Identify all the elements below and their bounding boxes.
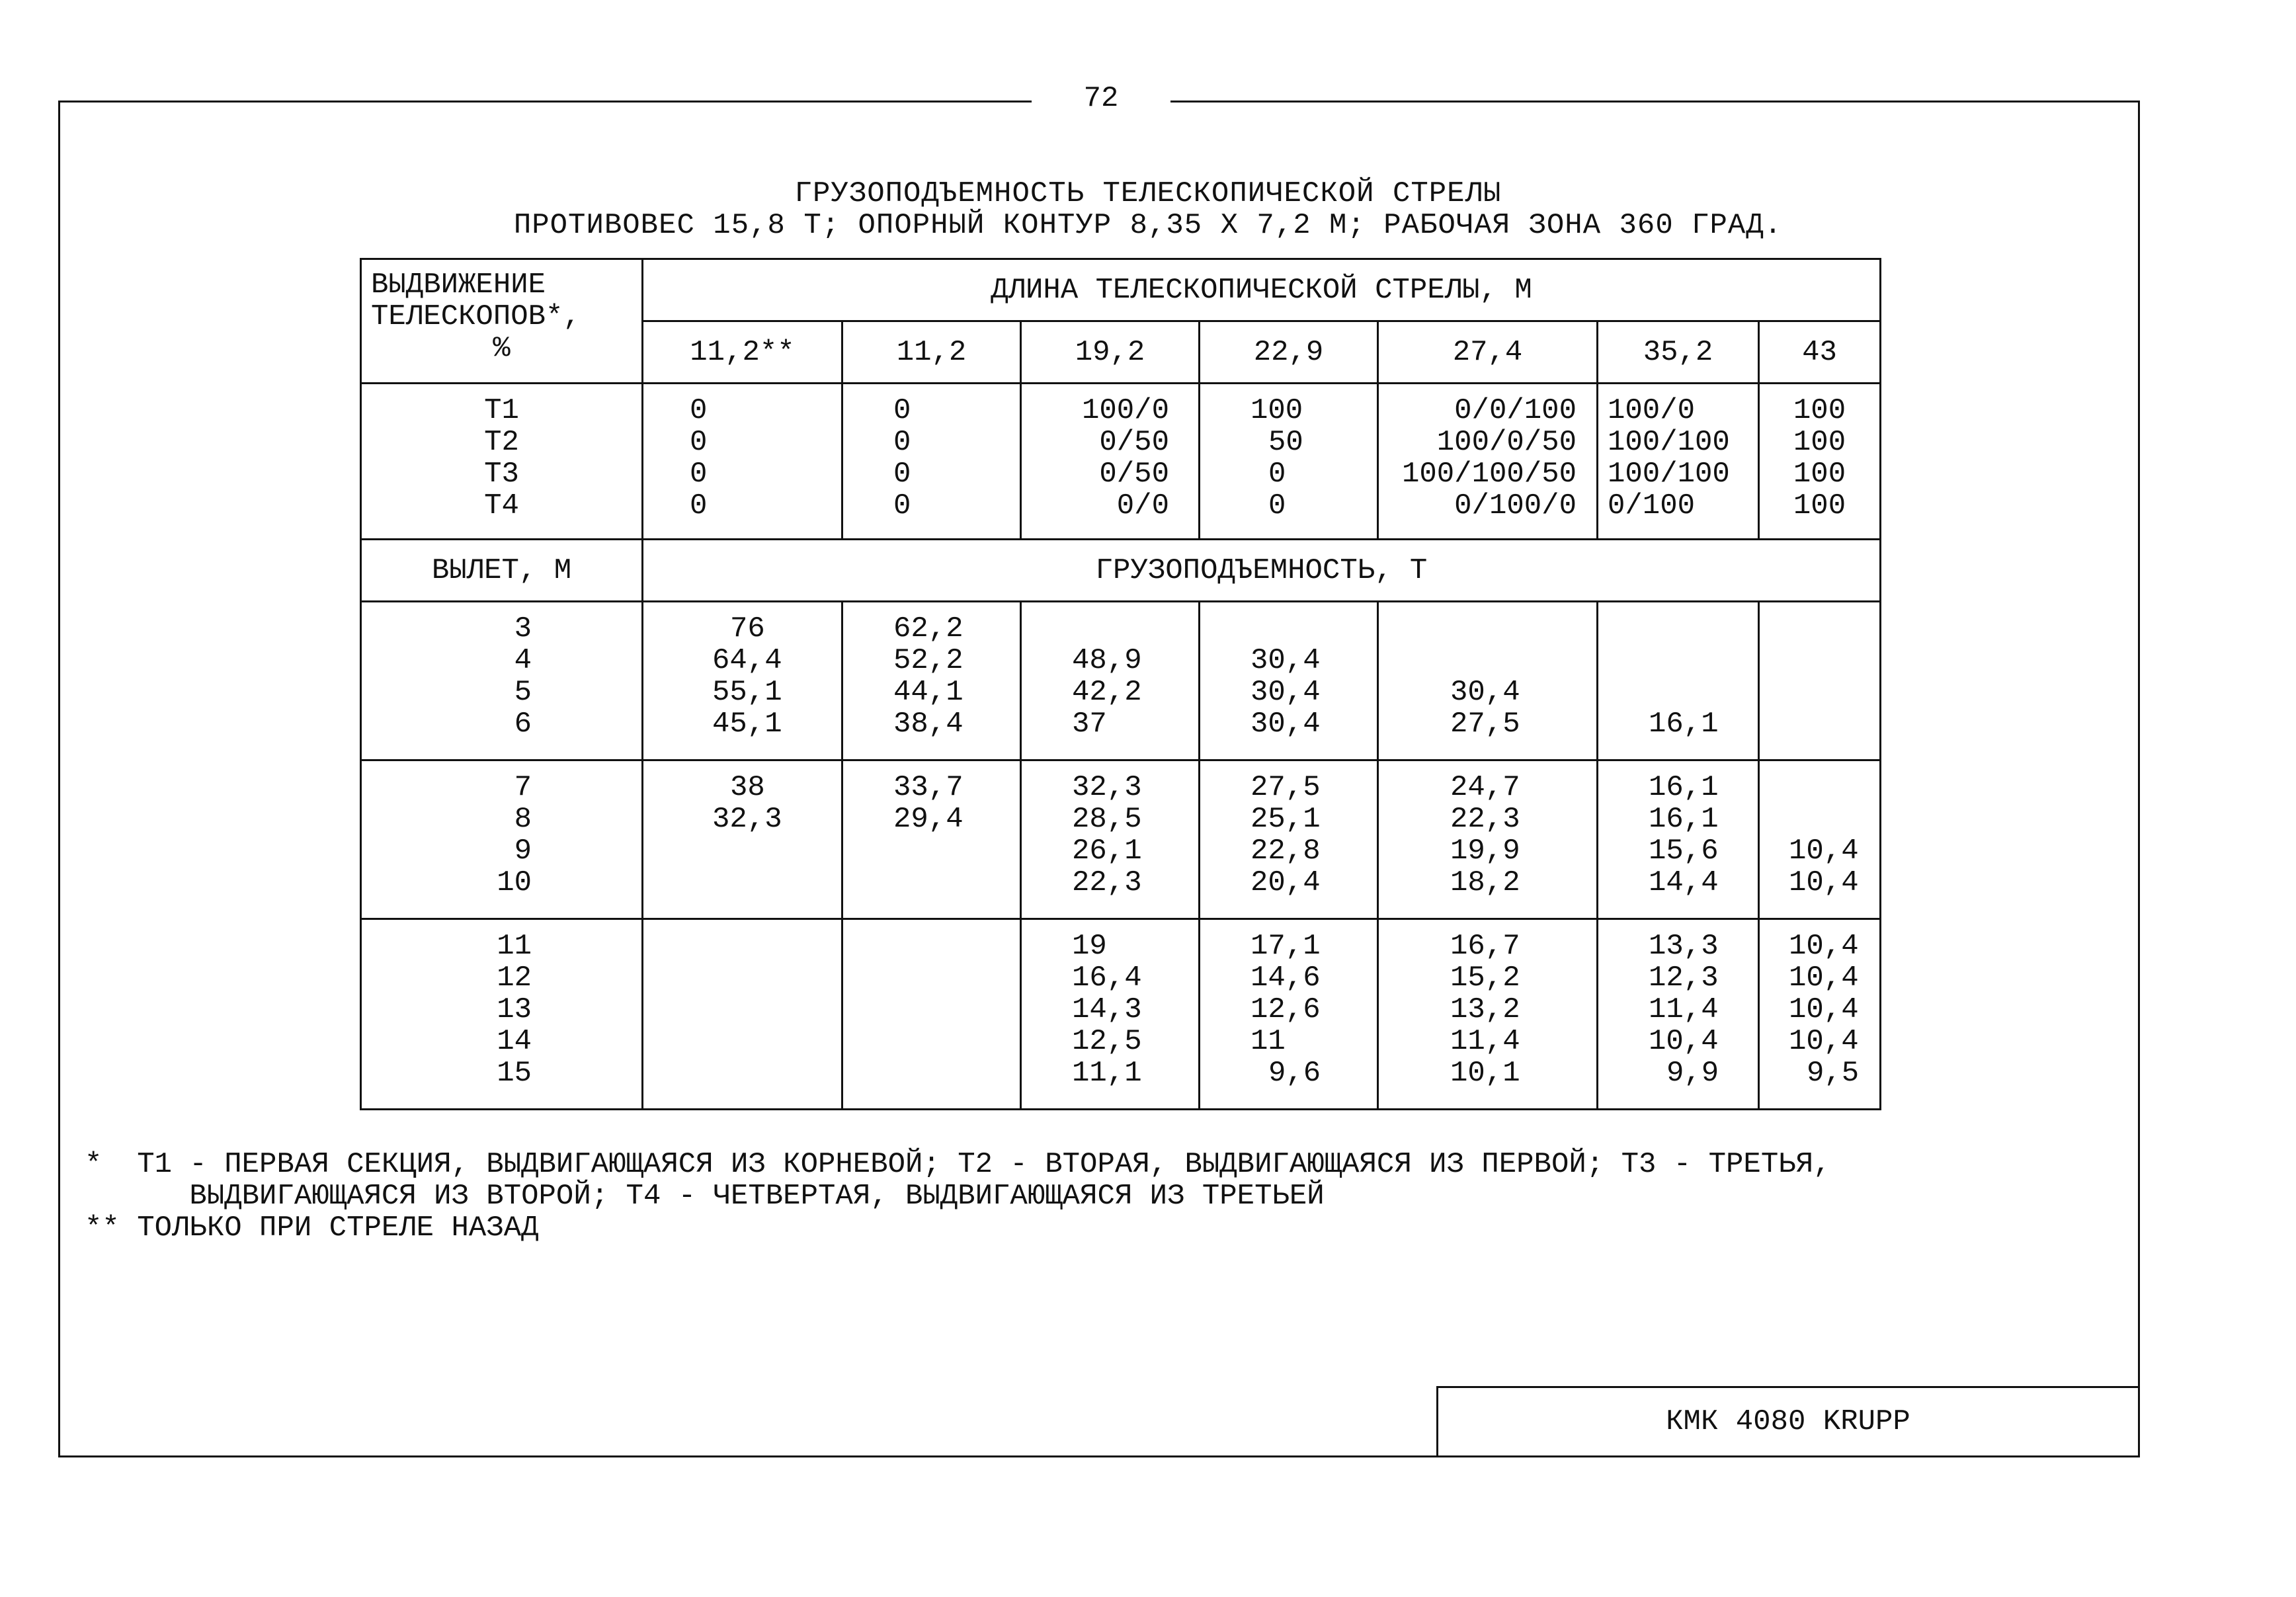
capacity-cell: 33,7 29,4 <box>842 760 1021 919</box>
title-block-text: КМК 4080 KRUPP <box>1666 1405 1910 1438</box>
capacity-cell: 38 32,3 <box>643 760 842 919</box>
length-cell: 22,9 <box>1200 321 1378 384</box>
extension-cell: 100 100 100 100 <box>1759 384 1881 540</box>
boom-length-header: ДЛИНА ТЕЛЕСКОПИЧЕСКОЙ СТРЕЛЫ, М <box>643 259 1881 321</box>
capacity-cell: 16,1 16,1 15,6 14,4 <box>1598 760 1759 919</box>
length-cell: 27,4 <box>1378 321 1598 384</box>
radius-cell: 11 12 13 14 15 <box>361 919 643 1110</box>
length-cell: 11,2** <box>643 321 842 384</box>
capacity-cell: 48,9 42,2 37 <box>1021 602 1200 760</box>
radius-header: ВЫЛЕТ, М <box>361 540 643 602</box>
capacity-cell: 30,4 30,4 30,4 <box>1200 602 1378 760</box>
capacity-group <box>361 760 1881 919</box>
capacity-header: ГРУЗОПОДЪЕМНОСТЬ, Т <box>643 540 1881 602</box>
capacity-group <box>361 919 1881 1110</box>
capacity-cell: 17,1 14,6 12,6 11 9,6 <box>1200 919 1378 1110</box>
telescope-labels: Т1 Т2 Т3 Т4 <box>361 384 643 540</box>
length-cell: 43 <box>1759 321 1881 384</box>
extension-cell: 100/0 0/50 0/50 0/0 <box>1021 384 1200 540</box>
footnote-telescopes: * Т1 - ПЕРВАЯ СЕКЦИЯ, ВЫДВИГАЮЩАЯСЯ ИЗ КОРНЕВОЙ; Т2 - ВТОРАЯ, ВЫДВИГАЮЩАЯСЯ ИЗ ПЕРВОЙ; Т3 - ТРЕТЬЯ, <box>85 1148 1831 1181</box>
capacity-cell <box>643 919 842 1110</box>
extension-header: ВЫДВИЖЕНИЕ ТЕЛЕСКОПОВ*, % <box>361 259 643 384</box>
radius-cell: 3 4 5 6 <box>361 602 643 760</box>
capacity-cell: 16,7 15,2 13,2 11,4 10,1 <box>1378 919 1598 1110</box>
title-block <box>1436 1386 2138 1455</box>
capacity-cell: 76 64,4 55,1 45,1 <box>643 602 842 760</box>
capacity-cell <box>1759 602 1881 760</box>
capacity-group <box>361 602 1881 760</box>
capacity-cell <box>842 919 1021 1110</box>
extension-cell: 0 0 0 0 <box>842 384 1021 540</box>
extension-cell: 0/0/100 100/0/50 100/100/50 0/100/0 <box>1378 384 1598 540</box>
extension-cell: 100/0 100/100 100/100 0/100 <box>1598 384 1759 540</box>
capacity-cell: 10,4 10,4 10,4 10,4 9,5 <box>1759 919 1881 1110</box>
capacity-cell: 24,7 22,3 19,9 18,2 <box>1378 760 1598 919</box>
footnote-telescopes-cont: ВЫДВИГАЮЩАЯСЯ ИЗ ВТОРОЙ; Т4 - ЧЕТВЕРТАЯ, ВЫДВИГАЮЩАЯСЯ ИЗ ТРЕТЬЕЙ <box>85 1180 1325 1213</box>
capacity-cell: 19 16,4 14,3 12,5 11,1 <box>1021 919 1200 1110</box>
extension-cell: 100 50 0 0 <box>1200 384 1378 540</box>
length-cell: 35,2 <box>1598 321 1759 384</box>
extension-cell: 0 0 0 0 <box>643 384 842 540</box>
capacity-cell: 10,4 10,4 <box>1759 760 1881 919</box>
footnote-boom-back: ** ТОЛЬКО ПРИ СТРЕЛЕ НАЗАД <box>85 1211 539 1245</box>
table-subtitle: ПРОТИВОВЕС 15,8 Т; ОПОРНЫЙ КОНТУР 8,35 Х 7,2 М; РАБОЧАЯ ЗОНА 360 ГРАД. <box>513 209 1783 242</box>
page-number: 72 <box>1083 82 1119 115</box>
extension-row <box>361 384 1881 540</box>
table-title: ГРУЗОПОДЪЕМНОСТЬ ТЕЛЕСКОПИЧЕСКОЙ СТРЕЛЫ <box>794 177 1502 210</box>
length-cell: 19,2 <box>1021 321 1200 384</box>
radius-cell: 7 8 9 10 <box>361 760 643 919</box>
capacity-cell: 13,3 12,3 11,4 10,4 9,9 <box>1598 919 1759 1110</box>
capacity-cell: 62,2 52,2 44,1 38,4 <box>842 602 1021 760</box>
capacity-cell: 16,1 <box>1598 602 1759 760</box>
capacity-table <box>360 258 1881 1110</box>
capacity-cell: 30,4 27,5 <box>1378 602 1598 760</box>
length-cell: 11,2 <box>842 321 1021 384</box>
capacity-cell: 27,5 25,1 22,8 20,4 <box>1200 760 1378 919</box>
capacity-cell: 32,3 28,5 26,1 22,3 <box>1021 760 1200 919</box>
